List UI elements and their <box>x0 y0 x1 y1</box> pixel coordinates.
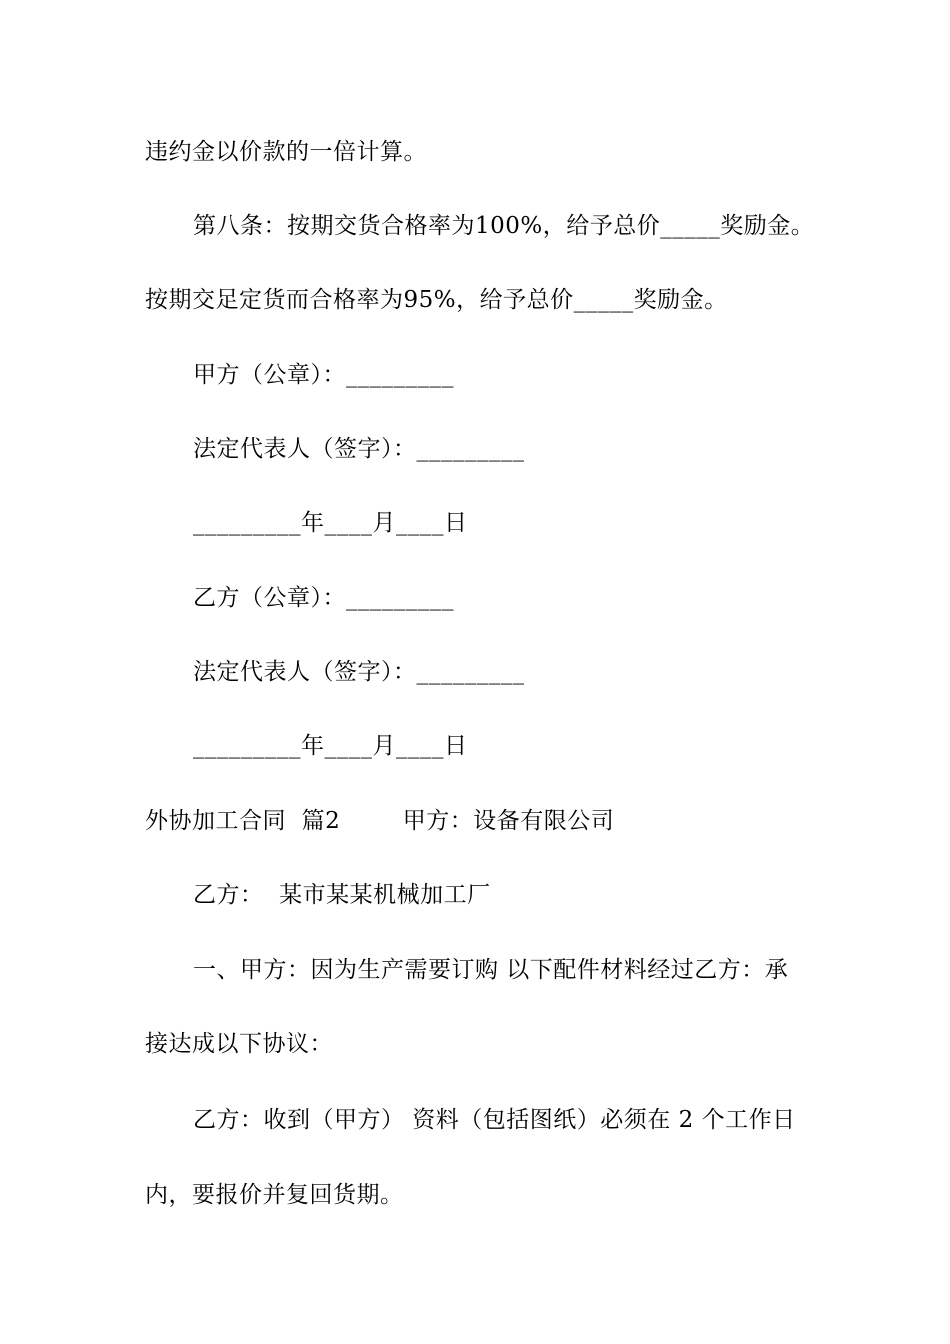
party-b-seal-line: 乙方（公章）：_________ <box>193 585 454 611</box>
party-b-representative-line: 法定代表人（签字）：_________ <box>193 659 525 685</box>
party-a-seal-line: 甲方（公章）：_________ <box>193 362 454 388</box>
contract-2-heading: 外协加工合同 篇2 甲方：设备有限公司 <box>145 808 615 834</box>
paragraph-line-article-8-cont: 按期交足定货而合格率为95%，给予总价_____奖励金。 <box>145 287 728 313</box>
party-a-representative-line: 法定代表人（签字）：_________ <box>193 436 525 462</box>
quote-requirement-line: 乙方：收到（甲方） 资料（包括图纸）必须在 2 个工作日 <box>193 1107 796 1133</box>
paragraph-line-penalty: 违约金以价款的一倍计算。 <box>145 139 427 165</box>
clause-1-line: 一、甲方：因为生产需要订购 以下配件材料经过乙方：承 <box>193 957 789 983</box>
party-b-date-line: _________年____月____日 <box>193 733 468 759</box>
quote-requirement-line-cont: 内，要报价并复回货期。 <box>145 1182 404 1208</box>
contract-2-party-b: 乙方： 某市某某机械加工厂 <box>193 882 491 908</box>
paragraph-line-article-8: 第八条：按期交货合格率为100%，给予总价_____奖励金。 <box>193 213 815 239</box>
party-a-date-line: _________年____月____日 <box>193 510 468 536</box>
clause-1-line-cont: 接达成以下协议： <box>145 1031 333 1057</box>
